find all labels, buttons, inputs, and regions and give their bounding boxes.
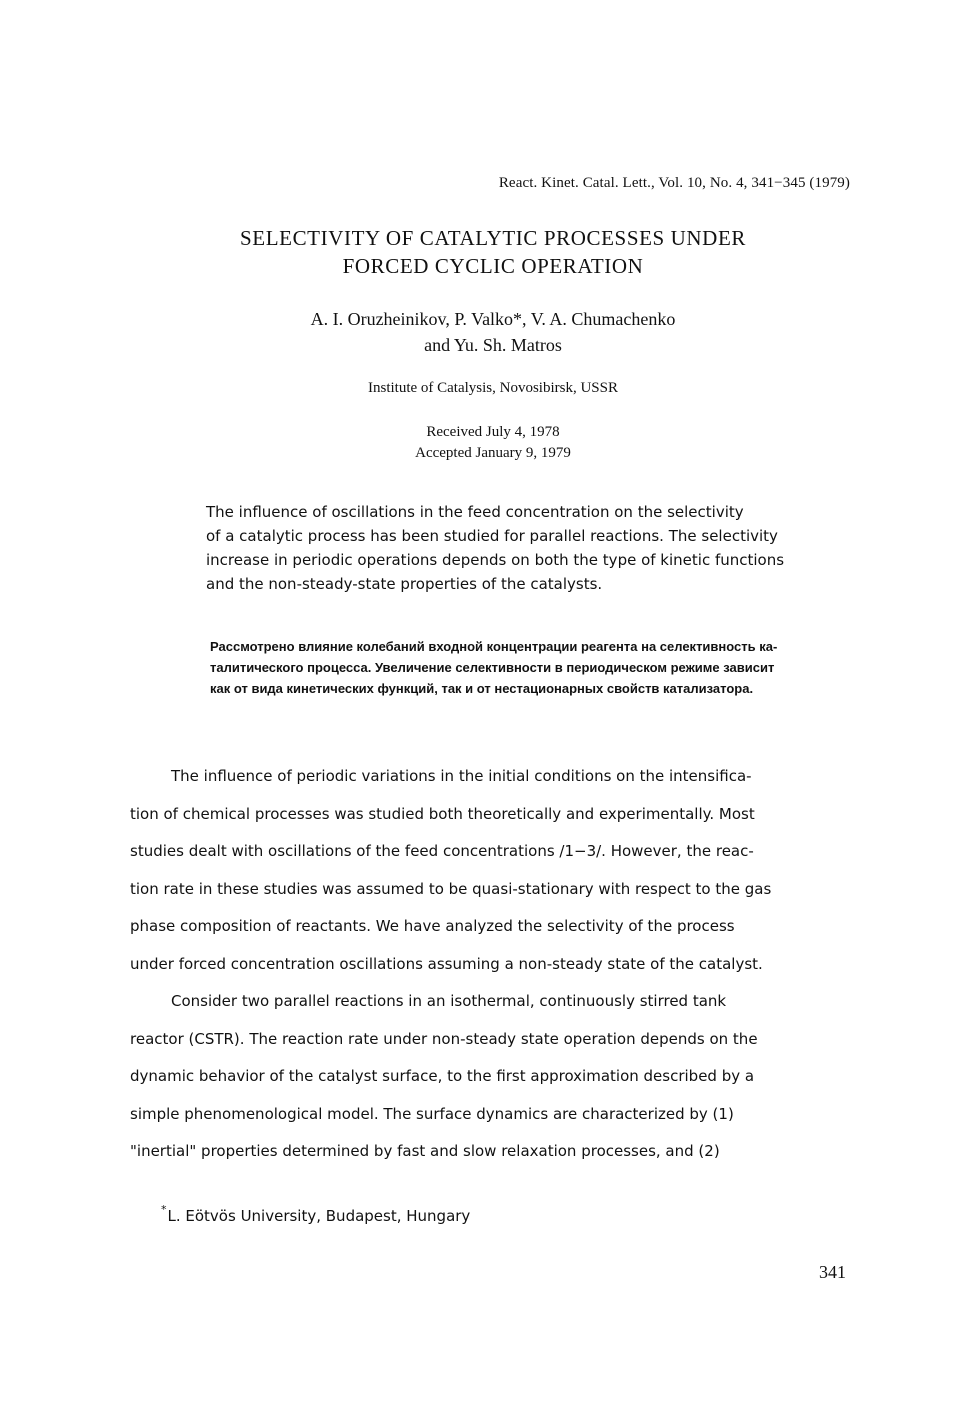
body-line: simple phenomenological model. The surface dynamics are characterized by (1) (130, 1104, 734, 1123)
abstract-line: Рассмотрено влияние колебаний входной концентрации реагента на селективность ка- (210, 639, 778, 654)
submission-dates (0, 422, 976, 464)
author-line: and Yu. Sh. Matros (424, 335, 562, 355)
affiliation: Institute of Catalysis, Novosibirsk, USSR (367, 380, 618, 396)
body-line: reactor (CSTR). The reaction rate under non-steady state operation depends on the (130, 1029, 758, 1048)
abstract-line: как от вида кинетических функций, так и от нестационарных свойств катализатора. (210, 681, 754, 696)
body-line: "inertial" properties determined by fast and slow relaxation processes, and (2) (130, 1142, 720, 1160)
abstract-english (206, 500, 886, 596)
footnote-marker: * (161, 1203, 167, 1216)
abstract-russian (210, 636, 890, 699)
journal-citation: React. Kinet. Catal. Lett., Vol. 10, No. 4, 341−345 (1979) (498, 175, 850, 191)
footnote-text: L. Eötvös University, Budapest, Hungary (167, 1207, 471, 1225)
abstract-line: талитического процесса. Увеличение селективности в периодическом режиме зависит (210, 660, 775, 675)
abstract-line: increase in periodic operations depends on both the type of kinetic functions (206, 551, 785, 569)
abstract-line: The influence of oscillations in the feed concentration on the selectivity (206, 503, 744, 521)
author-list (0, 306, 976, 358)
body-line: tion rate in these studies was assumed to be quasi-stationary with respect to the gas (130, 879, 772, 898)
page-number: 341 (819, 1262, 846, 1282)
accepted-date: Accepted January 9, 1979 (415, 445, 571, 461)
title-line: FORCED CYCLIC OPERATION (342, 254, 644, 278)
author-line: A. I. Oruzheinikov, P. Valko*, V. A. Chumachenko (310, 309, 676, 329)
body-line: under forced concentration oscillations assuming a non-steady state of the catalyst. (130, 954, 763, 973)
body-line: tion of chemical processes was studied both theoretically and experimentally. Most (130, 804, 755, 823)
body-line: studies dealt with oscillations of the feed concentrations /1−3/. However, the reac- (130, 842, 754, 860)
body-line: The influence of periodic variations in the initial conditions on the intensifica- (171, 767, 752, 785)
body-line: phase composition of reactants. We have analyzed the selectivity of the process (130, 917, 735, 935)
title-line: SELECTIVITY OF CATALYTIC PROCESSES UNDER (240, 226, 746, 250)
footnote (161, 1203, 470, 1225)
abstract-line: and the non-steady-state properties of the catalysts. (206, 575, 603, 593)
abstract-line: of a catalytic process has been studied for parallel reactions. The selectivity (206, 527, 778, 545)
body-line: Consider two parallel reactions in an isothermal, continuously stirred tank (171, 992, 727, 1010)
received-date: Received July 4, 1978 (426, 424, 560, 440)
paper-title (0, 224, 976, 280)
body-line: dynamic behavior of the catalyst surface, to the first approximation described by a (130, 1067, 755, 1085)
body-text (130, 758, 860, 1171)
